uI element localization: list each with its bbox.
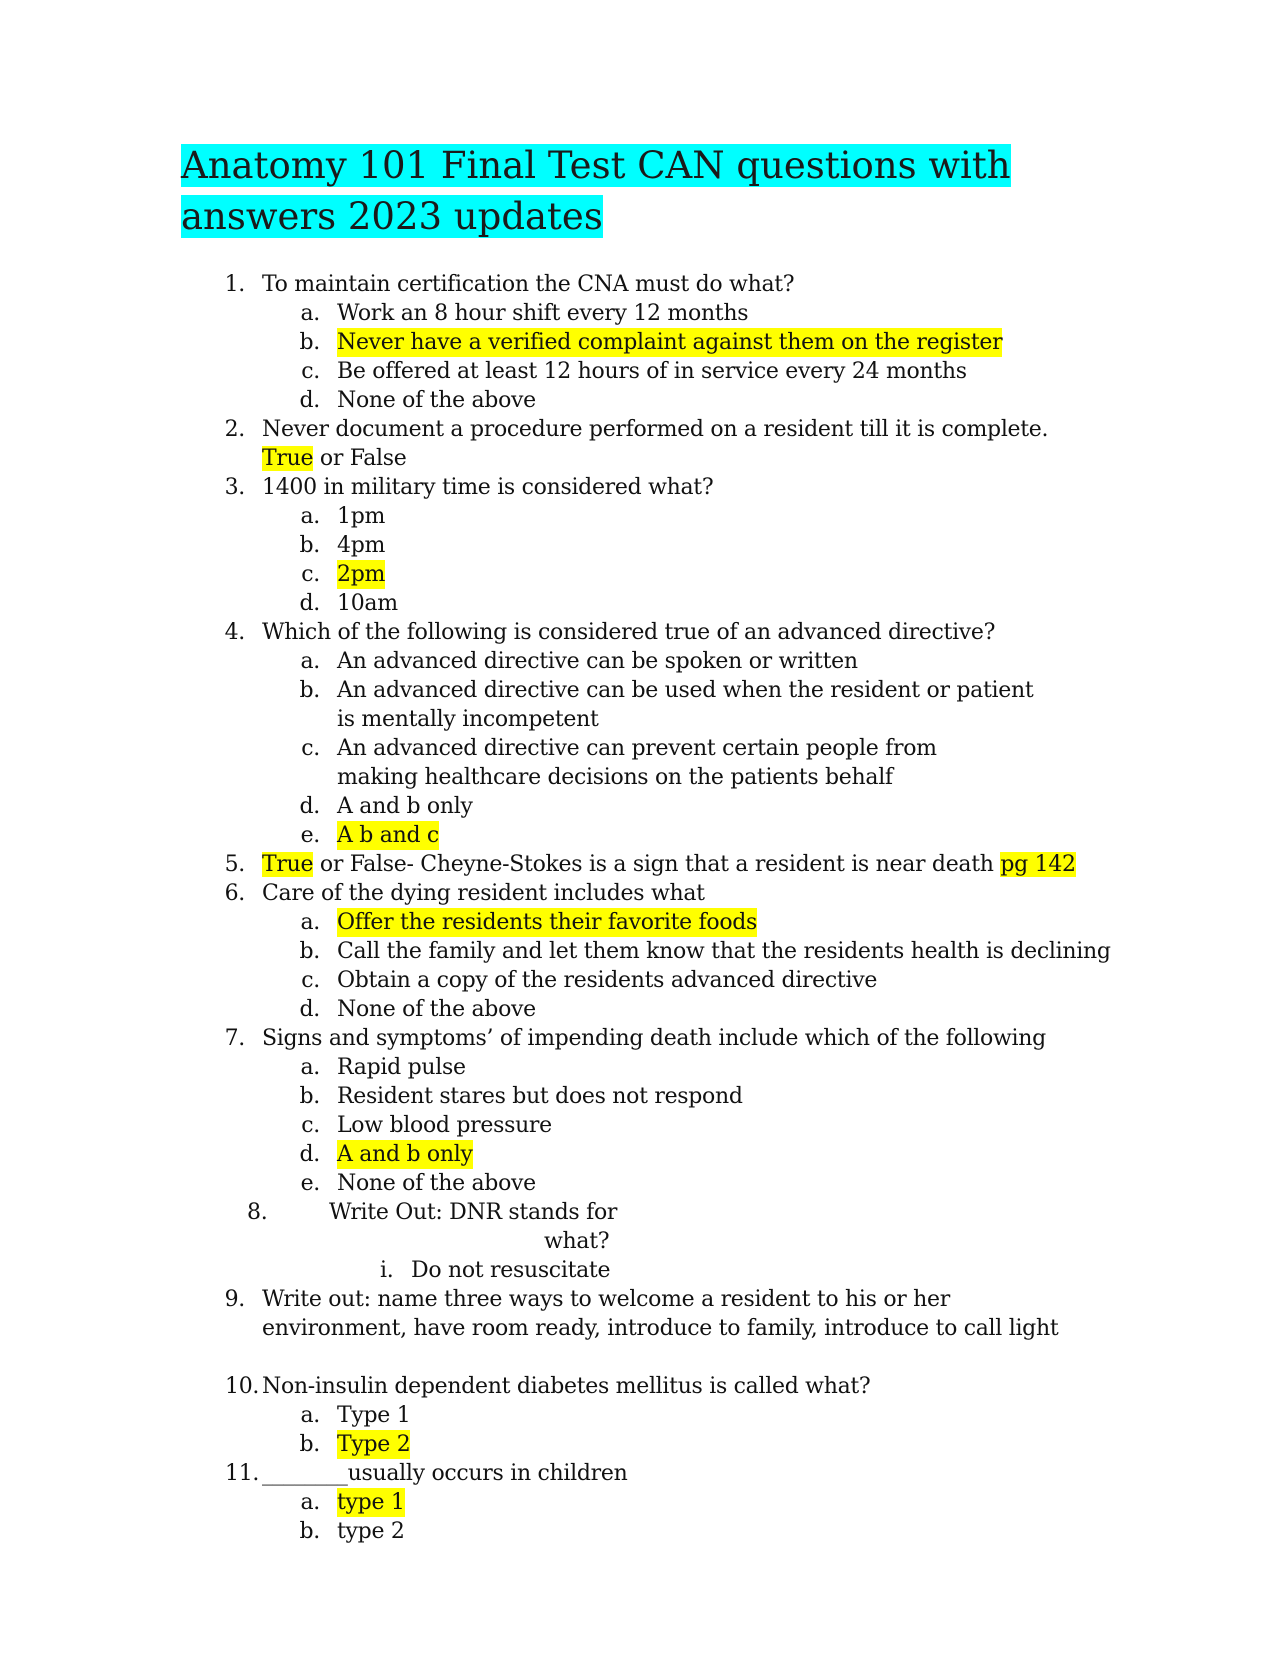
question-text: Care of the dying resident includes what [262, 881, 705, 906]
title-line-2: answers 2023 updates [181, 195, 603, 238]
option-letter: c. [301, 359, 320, 384]
option-text: Work an 8 hour shift every 12 months [337, 301, 749, 326]
option-letter: d. [299, 591, 320, 616]
question-text: To maintain certification the CNA must do what? [262, 272, 795, 297]
option-letter: b. [299, 678, 320, 703]
option-text: Call the family and let them know that the residents health is declining [337, 939, 1111, 964]
option-text: A and b only [337, 794, 473, 819]
option-letter: d. [299, 388, 320, 413]
option-4c-cont [337, 763, 893, 792]
option-letter: d. [299, 794, 320, 819]
answer-true-highlighted: True [262, 852, 314, 877]
question-number: 4. [224, 620, 245, 645]
option-letter: a. [300, 1403, 320, 1428]
question-text: usually occurs in children [347, 1461, 628, 1486]
question-number: 10. [225, 1374, 260, 1399]
option-text: None of the above [337, 1171, 536, 1196]
question-number: 8. [247, 1200, 268, 1225]
option-letter: b. [299, 1519, 320, 1544]
fill-in-blank: ________ [262, 1461, 348, 1486]
option-letter: b. [299, 330, 320, 355]
question-text: 1400 in military time is considered what? [262, 475, 714, 500]
page-title [181, 140, 1011, 242]
question-text: Write Out: DNR stands for [329, 1200, 618, 1225]
question-number: 3. [224, 475, 245, 500]
question-text: Which of the following is considered true of an advanced directive? [262, 620, 996, 645]
option-text: Resident stares but does not respond [337, 1084, 743, 1109]
option-letter: a. [300, 910, 320, 935]
option-letter: b. [299, 1084, 320, 1109]
title-line-1: Anatomy 101 Final Test CAN questions with [181, 144, 1011, 187]
question-number: 9. [224, 1287, 245, 1312]
option-text: An advanced directive can prevent certain people from [337, 736, 937, 761]
option-4b-cont [337, 705, 599, 734]
option-text-continued: making healthcare decisions on the patients behalf [337, 765, 893, 790]
question-number: 1. [224, 272, 245, 297]
answer-text: environment, have room ready, introduce to family, introduce to call light [262, 1316, 1059, 1341]
answer-text: Do not resuscitate [411, 1258, 611, 1283]
option-text: type 2 [337, 1519, 405, 1544]
option-letter: a. [300, 1055, 320, 1080]
option-text-continued: is mentally incompetent [337, 707, 599, 732]
option-text-highlighted: Offer the residents their favorite foods [337, 910, 758, 935]
option-text: 10am [337, 591, 398, 616]
option-text: Type 1 [337, 1403, 411, 1428]
answer-true-highlighted: True [262, 446, 314, 471]
option-letter: e. [300, 1171, 320, 1196]
question-text-continued: what? [544, 1229, 610, 1254]
page-reference-highlighted: pg 142 [1000, 852, 1076, 877]
option-letter: c. [301, 968, 320, 993]
option-text: Low blood pressure [337, 1113, 552, 1138]
option-letter: b. [299, 939, 320, 964]
question-9-answer [262, 1314, 1058, 1343]
question-text: Write out: name three ways to welcome a resident to his or her [262, 1287, 950, 1312]
option-text-highlighted: A b and c [337, 823, 439, 848]
question-2-answer-line [262, 444, 406, 473]
option-text: 4pm [337, 533, 386, 558]
option-text: None of the above [337, 997, 536, 1022]
answer-number: i. [380, 1258, 394, 1283]
option-letter: c. [301, 1113, 320, 1138]
question-number: 11. [225, 1461, 260, 1486]
option-text: 1pm [337, 504, 386, 529]
question-text: Non-insulin dependent diabetes mellitus is called what? [262, 1374, 871, 1399]
option-letter: a. [300, 504, 320, 529]
answer-false: or False [313, 446, 407, 471]
question-number: 2. [224, 417, 245, 442]
option-letter: b. [299, 533, 320, 558]
option-text: Be offered at least 12 hours of in service every 24 months [337, 359, 967, 384]
option-letter: a. [300, 301, 320, 326]
option-letter: e. [300, 823, 320, 848]
option-text: Rapid pulse [337, 1055, 466, 1080]
option-letter: c. [301, 562, 320, 587]
option-text-highlighted: A and b only [337, 1142, 473, 1167]
question-number: 5. [224, 852, 245, 877]
option-text: Obtain a copy of the residents advanced directive [337, 968, 878, 993]
option-letter: b. [299, 1432, 320, 1457]
option-letter: c. [301, 736, 320, 761]
question-text: or False- Cheyne-Stokes is a sign that a resident is near death [313, 852, 1001, 877]
question-number: 6. [224, 881, 245, 906]
option-letter: d. [299, 1142, 320, 1167]
option-text-highlighted: Type 2 [337, 1432, 411, 1457]
option-text-highlighted: 2pm [337, 562, 386, 587]
option-text: None of the above [337, 388, 536, 413]
question-text: Never document a procedure performed on a resident till it is complete. [262, 417, 1049, 442]
option-text-highlighted: Never have a verified complaint against them on the register [337, 330, 1003, 355]
option-letter: a. [300, 1490, 320, 1515]
option-text-highlighted: type 1 [337, 1490, 405, 1515]
option-text: An advanced directive can be spoken or written [337, 649, 858, 674]
option-letter: a. [300, 649, 320, 674]
question-text: Signs and symptoms’ of impending death include which of the following [262, 1026, 1046, 1051]
question-number: 7. [224, 1026, 245, 1051]
option-letter: d. [299, 997, 320, 1022]
option-text: An advanced directive can be used when the resident or patient [337, 678, 1034, 703]
